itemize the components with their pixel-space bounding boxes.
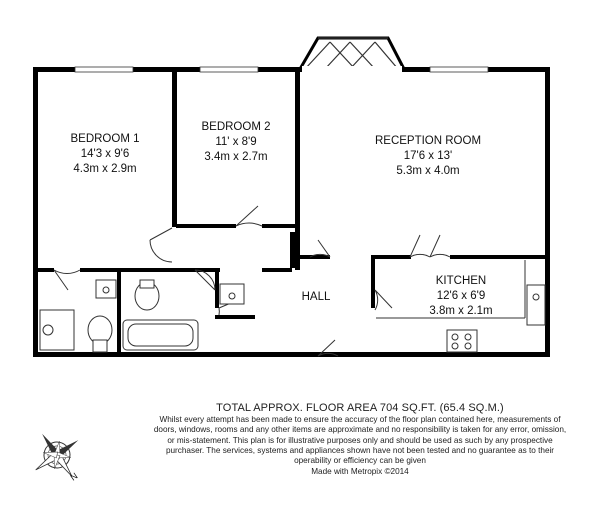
- kitchen-name: KITCHEN: [435, 275, 487, 287]
- total-floor-area: TOTAL APPROX. FLOOR AREA 704 SQ.FT. (65.4 SQ.M.): [216, 402, 504, 414]
- bedroom2-metric: 3.4m x 2.7m: [204, 151, 268, 163]
- hall-name: HALL: [301, 291, 331, 303]
- bedroom2-name: BEDROOM 2: [201, 121, 271, 133]
- bay-window: [300, 38, 404, 69]
- disclaimer-text: Whilst every attempt has been made to ensure the accuracy of the floor plan contained here, measurements of doors, windows, rooms and any other items are approximate and no responsibility is taken for any error, omission, or mis-statement. This plan is for illustrative purposes only and should be used as such by any prospective purchaser. The services, systems and appliances shown have not been tested and no guarantee as to their operability or efficiency can be given: [153, 415, 567, 466]
- bedroom1-imperial: 14'3 x 9'6: [80, 148, 130, 160]
- reception-name: RECEPTION ROOM: [374, 135, 482, 147]
- room-labels: [70, 121, 492, 317]
- compass-north-label: N: [68, 470, 80, 483]
- reception-metric: 5.3m x 4.0m: [396, 165, 460, 177]
- credit-text: Made with Metropix ©2014: [311, 467, 409, 476]
- reception-imperial: 17'6 x 13': [403, 150, 453, 162]
- kitchen-imperial: 12'6 x 6'9: [436, 290, 486, 302]
- kitchen-metric: 3.8m x 2.1m: [429, 305, 493, 317]
- bedroom1-metric: 4.3m x 2.9m: [73, 163, 137, 175]
- bedroom2-imperial: 11' x 8'9: [215, 136, 257, 148]
- bathroom-fixtures: [40, 280, 244, 352]
- bedroom1-name: BEDROOM 1: [70, 133, 140, 145]
- compass-icon: [21, 419, 93, 491]
